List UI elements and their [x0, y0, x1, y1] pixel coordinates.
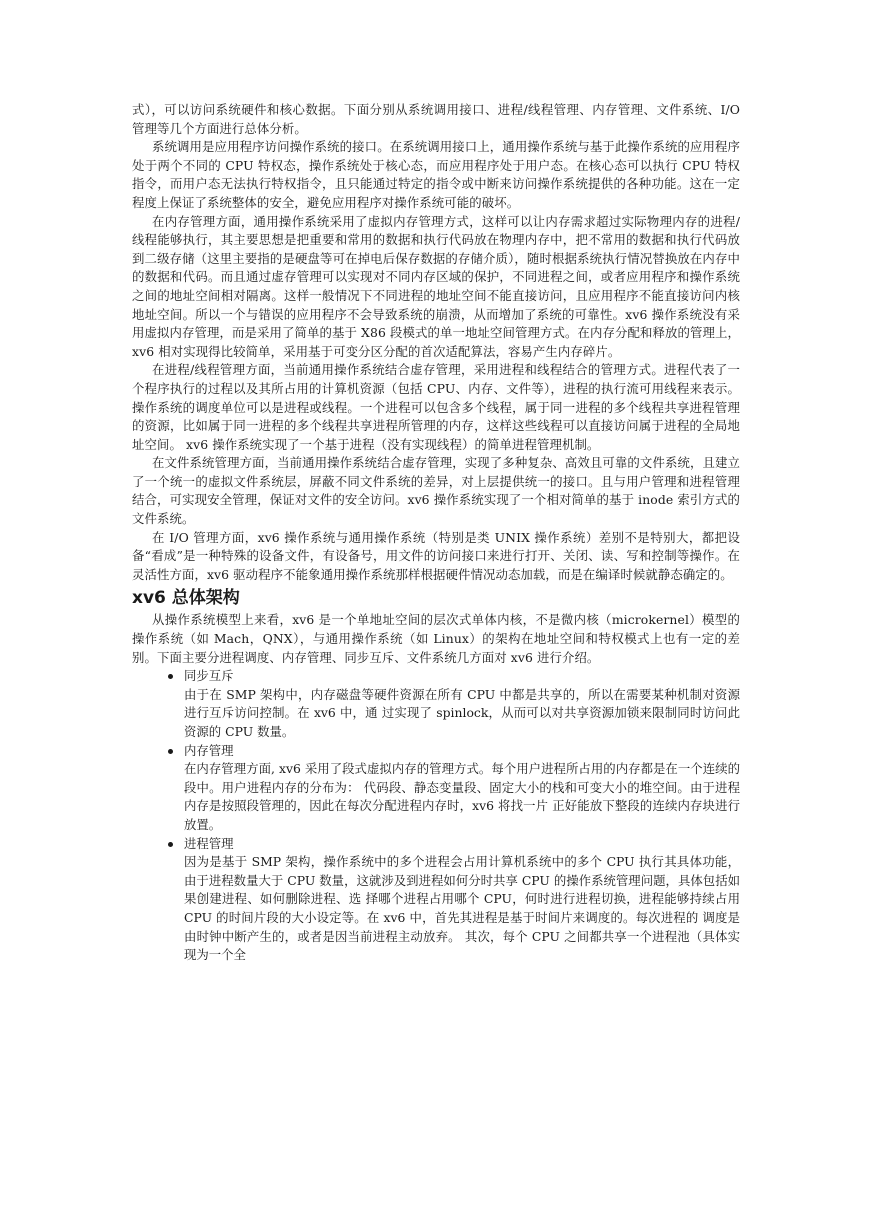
bullet-title: 内存管理: [184, 742, 234, 758]
paragraph-io-management: 在 I/O 管理方面，xv6 操作系统与通用操作系统（特别是类 UNIX 操作系统）差别不是特别大，都把设备“看成”是一种特殊的设备文件，有设备号，用文件的访问接口来进行打开、关闭、读、写和控制等操作。在灵活性方面，xv6 驱动程序不能象通用操作系统那样根据硬件情况动态加载，而是在编译时候就静态确定的。: [132, 529, 740, 582]
section-intro: 从操作系统模型上来看，xv6 是一个单地址空间的层次式单体内核，不是微内核（microkernel）模型的操作系统（如 Mach，QNX），与通用操作系统（如 Linux）的架构在地址空间和特权模式上也有一定的差别。下面主要分进程调度、内存管理、同步互斥、文件系统几方面对 xv6 进行介绍。: [132, 612, 740, 665]
paragraph-process-thread: 在进程/线程管理方面，当前通用操作系统结合虚存管理，采用进程和线程结合的管理方式。进程代表了一个程序执行的过程以及其所占用的计算机资源（包括 CPU、内存、文件等），进程的执行流可用线程来表示。操作系统的调度单位可以是进程或线程。一个进程可以包含多个线程，属于同一进程的多个线程共享进程管理的资源，比如属于同一进程的多个线程共享进程所管理的内存，这样这些线程可以直接访问属于进程的全局地址空间。 xv6 操作系统实现了一个基于进程（没有实现线程）的简单进程管理机制。: [132, 362, 740, 452]
list-item: [132, 667, 740, 741]
bullet-title: 同步互斥: [184, 668, 234, 684]
list-item: [132, 742, 740, 835]
section-heading: xv6 总体架构: [132, 588, 240, 609]
bullet-body: 因为是基于 SMP 架构，操作系统中的多个进程会占用计算机系统中的多个 CPU 执行其具体功能，由于进程数量大于 CPU 数量，这就涉及到进程如何分时共享 CPU 的操作系统管理问题，具体包括如果创建进程、如何删除进程、选 择哪个进程占用哪个 CPU，何时进行进程切换，进程能够持续占用 CPU 的时间片段的大小设定等。在 xv6 中，首先其进程是基于时间片来调度的。每次进程的 调度是由时钟中断产生的，或者是因当前进程主动放弃。 其次，每个 CPU 之间都共享一个进程池（具体实现为一个全: [184, 854, 740, 963]
bullet-icon: [168, 749, 173, 754]
bullet-title: 进程管理: [184, 835, 234, 851]
bullet-icon: [168, 842, 173, 847]
bullet-body: 由于在 SMP 架构中，内存磁盘等硬件资源在所有 CPU 中都是共享的，所以在需要某种机制对资源进行互斥访问控制。在 xv6 中，通 过实现了 spinlock，从而可以对共享资源加锁来限制同时访问此资源的 CPU 数量。: [184, 686, 740, 739]
list-item: [132, 835, 740, 965]
paragraph-system-call: 系统调用是应用程序访问操作系统的接口。在系统调用接口上，通用操作系统与基于此操作系统的应用程序处于两个不同的 CPU 特权态，操作系统处于核心态，而应用程序处于用户态。在核心态可以执行 CPU 特权指令，而用户态无法执行特权指令，且只能通过特定的指令或中断来访问操作系统提供的各种功能。这在一定程度上保证了系统整体的安全，避免应用程序对操作系统可能的破坏。: [132, 139, 740, 210]
paragraph-file-system: 在文件系统管理方面，当前通用操作系统结合虚存管理，实现了多种复杂、高效且可靠的文件系统，且建立了一个统一的虚拟文件系统层，屏蔽不同文件系统的差异，对上层提供统一的接口。且与用户管理和进程管理结合，可实现安全管理，保证对文件的安全访问。xv6 操作系统实现了一个相对简单的基于 inode 索引方式的文件系统。: [132, 455, 740, 527]
bullet-list: [132, 667, 740, 965]
bullet-icon: [168, 674, 173, 679]
paragraph-memory-management: 在内存管理方面，通用操作系统采用了虚拟内存管理方式，这样可以让内存需求超过实际物理内存的进程/线程能够执行，其主要思想是把重要和常用的数据和执行代码放在物理内存中，把不常用的数据和执行代码放到二级存储（这里主要指的是硬盘等可在掉电后保存数据的存储介质），随时根据系统执行情况替换放在内存中的数据和代码。而且通过虚存管理可以实现对不同内存区域的保护，不同进程之间，或者应用程序和操作系统之间的地址空间相对隔离。这样一般情况下不同进程的地址空间不能直接访问，且应用程序不能直接访问内核地址空间。所以一个与错误的应用程序不会导致系统的崩溃，从而增加了系统的可靠性。xv6 操作系统没有采用虚拟内存管理，而是采用了简单的基于 X86 段模式的单一地址空间管理方式。在内存分配和释放的管理上，xv6 相对实现得比较简单，采用基于可变分区分配的首次适配算法，容易产生内存碎片。: [132, 213, 740, 359]
document-page: [132, 101, 740, 965]
bullet-body: 在内存管理方面, xv6 采用了段式虚拟内存的管理方式。每个用户进程所占用的内存都是在一个连续的段中。用户进程内存的分布为： 代码段、静态变量段、固定大小的栈和可变大小的堆空间。由于进程内存是按照段管理的，因此在每次分配进程内存时，xv6 将找一片 正好能放下整段的连续内存块进行放置。: [184, 761, 740, 832]
paragraph-overview-continued: 式），可以访问系统硬件和核心数据。下面分别从系统调用接口、进程/线程管理、内存管理、文件系统、I/O 管理等几个方面进行总体分析。: [132, 102, 740, 136]
